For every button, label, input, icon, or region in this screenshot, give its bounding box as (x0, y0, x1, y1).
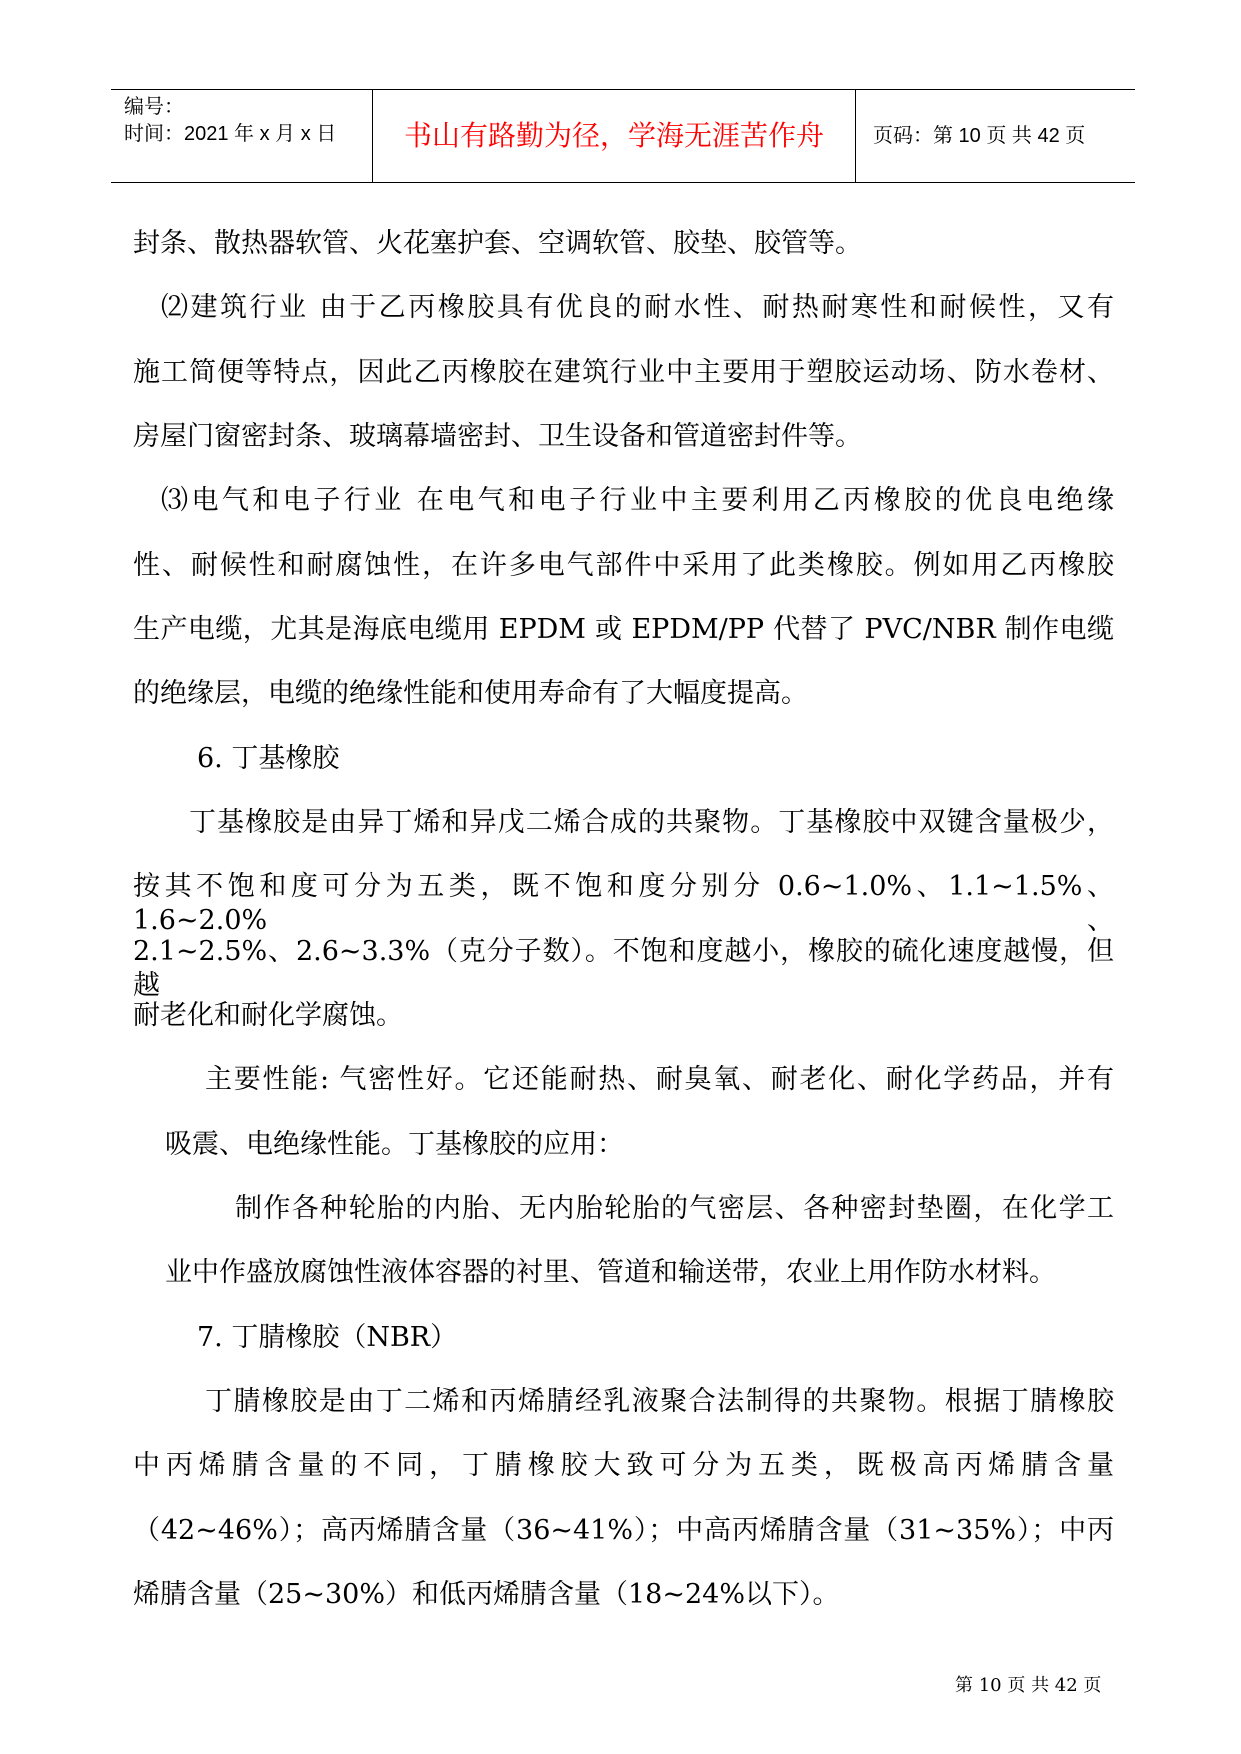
header-page-number: 页码：第 10 页 共 42 页 (873, 125, 1086, 147)
section-heading: 6. 丁基橡胶 (197, 743, 340, 774)
body-line: 施工简便等特点，因此乙丙橡胶在建筑行业中主要用于塑胶运动场、防水卷材、 (133, 357, 1114, 388)
body-line: 烯腈含量（25~30%）和低丙烯腈含量（18~24%以下）。 (133, 1579, 840, 1610)
header-info-cell (111, 90, 373, 182)
body-line: ⑵建筑行业 由于乙丙橡胶具有优良的耐水性、耐热耐寒性和耐候性，又有 (161, 292, 1114, 323)
body-line: 封条、散热器软管、火花塞护套、空调软管、胶垫、胶管等。 (133, 228, 862, 259)
header-page-cell (857, 90, 1135, 182)
date-label: 时间：2021 年 x 月 x 日 (124, 123, 337, 145)
body-line: 2.1~2.5%、2.6~3.3%（克分子数）。不饱和度越小，橡胶的硫化速度越慢，但越 (133, 936, 1114, 1001)
body-line: 丁腈橡胶是由丁二烯和丙烯腈经乳液聚合法制得的共聚物。根据丁腈橡胶 (205, 1386, 1114, 1417)
body-line: ⑶电气和电子行业 在电气和电子行业中主要利用乙丙橡胶的优良电绝缘 (161, 485, 1114, 516)
body-line: （42~46%）；高丙烯腈含量（36~41%）；中高丙烯腈含量（31~35%）；中丙 (133, 1515, 1114, 1546)
body-line: 生产电缆，尤其是海底电缆用 EPDM 或 EPDM/PP 代替了 PVC/NBR 制作电缆 (133, 614, 1114, 645)
header-motto-cell (373, 90, 856, 182)
body-line: 耐老化和耐化学腐蚀。 (133, 1000, 403, 1031)
body-line: 制作各种轮胎的内胎、无内胎轮胎的气密层、各种密封垫圈，在化学工 (235, 1193, 1114, 1224)
body-line: 房屋门窗密封条、玻璃幕墙密封、卫生设备和管道密封件等。 (133, 421, 862, 452)
body-line: 主要性能: 气密性好。它还能耐热、耐臭氧、耐老化、耐化学药品，并有 (205, 1064, 1114, 1095)
body-line: 性、耐候性和耐腐蚀性，在许多电气部件中采用了此类橡胶。例如用乙丙橡胶 (133, 550, 1114, 581)
body-line: 丁基橡胶是由异丁烯和异戊二烯合成的共聚物。丁基橡胶中双键含量极少， (189, 807, 1114, 838)
page-footer: 第 10 页 共 42 页 (955, 1675, 1102, 1696)
body-line: 中丙烯腈含量的不同，丁腈橡胶大致可分为五类，既极高丙烯腈含量 (133, 1450, 1114, 1481)
section-heading: 7. 丁腈橡胶（NBR） (197, 1322, 458, 1353)
page-header (111, 89, 1135, 183)
body-line: 的绝缘层，电缆的绝缘性能和使用寿命有了大幅度提高。 (133, 678, 808, 709)
motto: 书山有路勤为径，学海无涯苦作舟 (403, 119, 824, 152)
body-line: 吸震、电绝缘性能。丁基橡胶的应用： (165, 1129, 624, 1160)
body-line: 业中作盛放腐蚀性液体容器的衬里、管道和输送带，农业上用作防水材料。 (165, 1257, 1056, 1288)
body-line: 按其不饱和度可分为五类，既不饱和度分别分 0.6~1.0%、1.1~1.5%、1.6~2.0%、 (133, 871, 1114, 936)
serial-number-label: 编号： (124, 96, 184, 118)
